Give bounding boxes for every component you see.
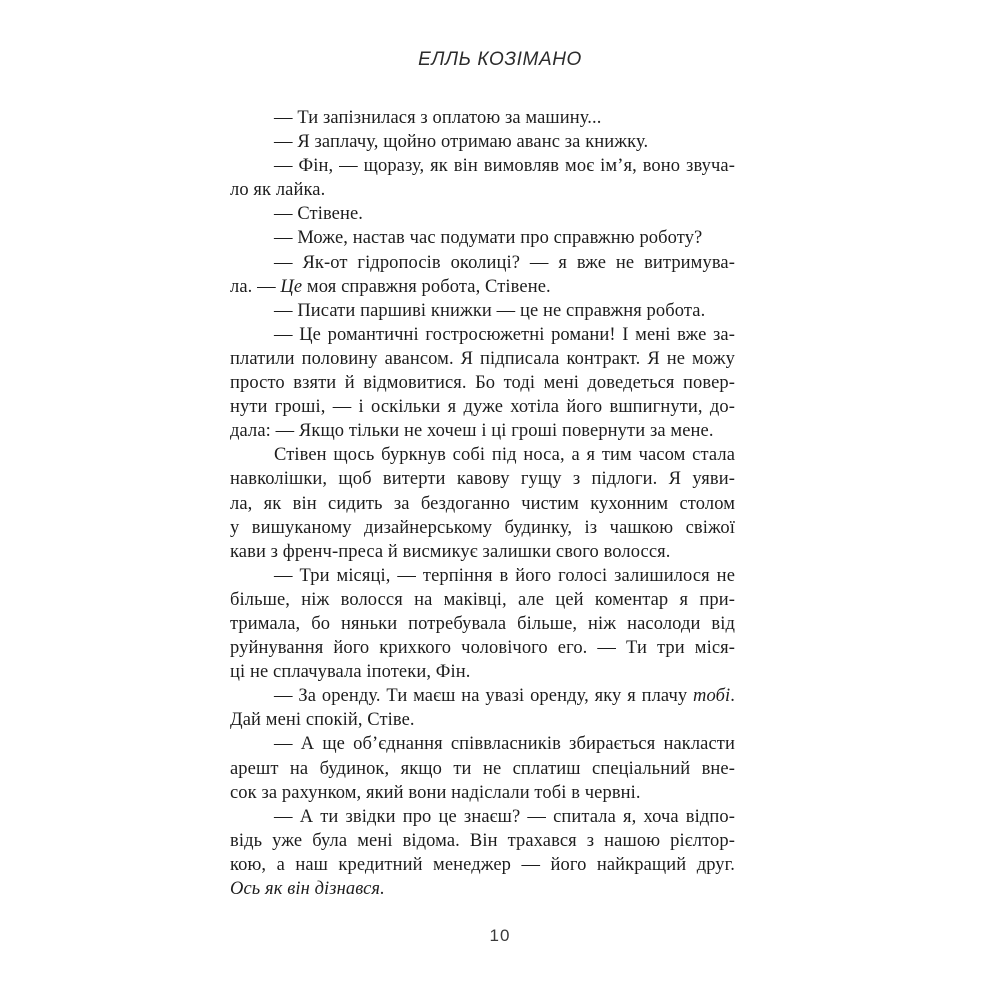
text-line: дала: — Якщо тільки не хочеш і ці гроші повернути за мене. bbox=[230, 421, 714, 442]
text-line: — За оренду. Ти маєш на увазі оренду, яку я плачу тобі. bbox=[274, 686, 735, 707]
text-line: більше, ніж волосся на маківці, але цей коментар я при- bbox=[230, 589, 735, 610]
text-line: тримала, бо няньки потребувала більше, ніж насолоди від bbox=[230, 613, 735, 634]
text-line: Ось як він дізнався. bbox=[230, 879, 385, 899]
text-line: просто взяти й відмовитися. Бо тоді мені доведеться повер- bbox=[230, 373, 735, 394]
text-line: руйнування його крихкого чоловічого его. — Ти три міся- bbox=[230, 638, 735, 659]
text-line: Стівен щось буркнув собі під носа, а я тим часом стала bbox=[274, 445, 735, 466]
text-line: кави з френч-преса й висмикує залишки свого волосся. bbox=[230, 541, 671, 562]
text-line: ла, як він сидить за бездоганно чистим кухонним столом bbox=[230, 493, 735, 514]
text-line: ло як лайка. bbox=[230, 180, 326, 201]
text-line: — Може, настав час подумати про справжню роботу? bbox=[274, 228, 703, 249]
text-line: ла. — Це моя справжня робота, Стівене. bbox=[230, 276, 551, 297]
text-line: — Ти запізнилася з оплатою за машину... bbox=[274, 108, 602, 128]
text-line: арешт на будинок, якщо ти не сплатиш спеціальний вне- bbox=[230, 758, 735, 779]
text-line: — А ти звідки про це знаєш? — спитала я, хоча відпо- bbox=[274, 806, 735, 827]
text-line: — А ще об’єднання співвласників збирається накласти bbox=[274, 734, 735, 755]
text-line: — Як-от гідропосів околиці? — я вже не витримува- bbox=[274, 252, 735, 273]
text-line: платили половину авансом. Я підписала контракт. Я не можу bbox=[230, 348, 735, 369]
text-line: — Це романтичні гостросюжетні романи! І мені вже за- bbox=[274, 324, 735, 345]
text-line: сок за рахунком, який вони надіслали тобі в червні. bbox=[230, 782, 641, 803]
text-line: — Три місяці, — терпіння в його голосі залишилося не bbox=[274, 565, 735, 586]
page-number: 10 bbox=[489, 926, 511, 945]
body-text bbox=[230, 106, 735, 901]
text-line: ці не сплачувала іпотеки, Фін. bbox=[230, 662, 471, 683]
text-line: навколішки, щоб витерти кавову гущу з підлоги. Я уяви- bbox=[230, 469, 735, 490]
text-line: — Я заплачу, щойно отримаю аванс за книжку. bbox=[274, 132, 649, 153]
text-line: у вишуканому дизайнерському будинку, із чашкою свіжої bbox=[230, 517, 735, 538]
running-header: ЕЛЛЬ КОЗІМАНО bbox=[418, 49, 582, 70]
text-line: Дай мені спокій, Стіве. bbox=[230, 710, 415, 731]
text-line: нути гроші, — і оскільки я дуже хотіла його вшпигнути, до- bbox=[230, 397, 735, 418]
text-line: — Стівене. bbox=[274, 204, 364, 225]
text-line: кою, а наш кредитний менеджер — його найкращий друг. bbox=[230, 854, 735, 875]
text-line: — Фін, — щоразу, як він вимовляв моє ім’я, воно звуча- bbox=[274, 156, 735, 177]
text-line: відь уже була мені відома. Він трахався з нашою рієлтор- bbox=[230, 830, 735, 851]
text-line: — Писати паршиві книжки — це не справжня робота. bbox=[274, 300, 706, 321]
